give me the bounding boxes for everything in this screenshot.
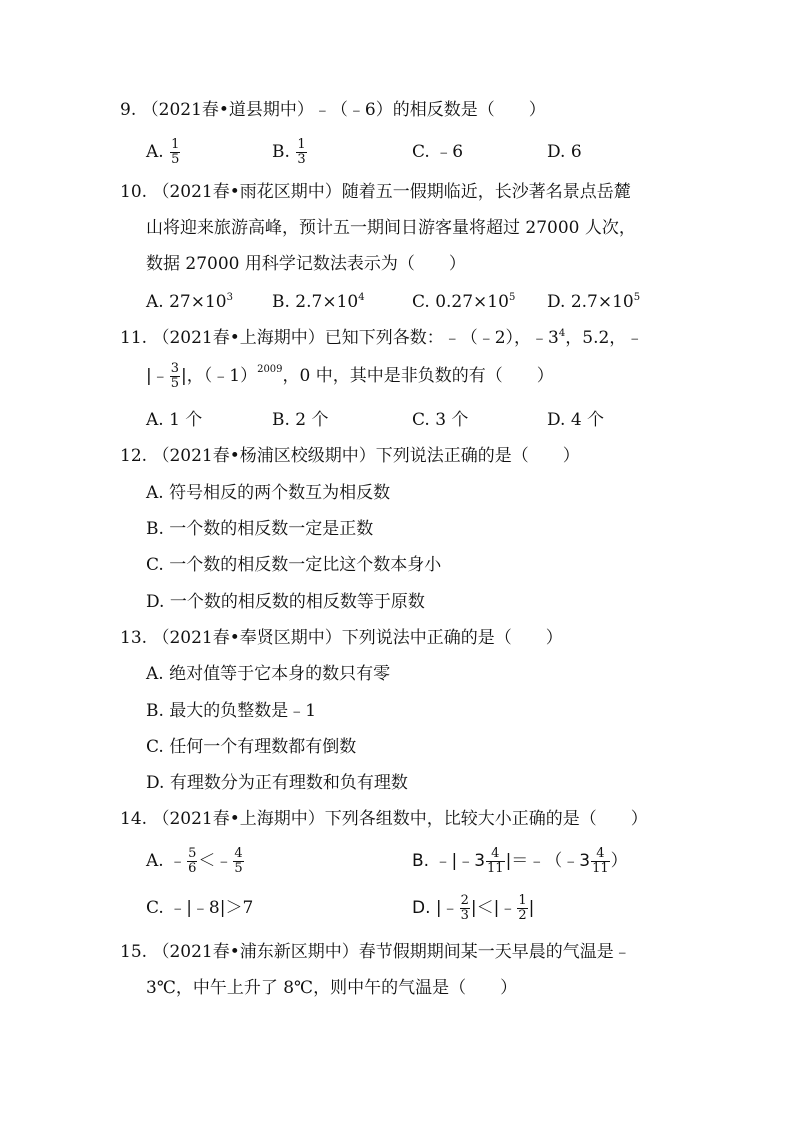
q14-option-b: B. ﹣|﹣3 $\frac{4}{11}$ |＝﹣（﹣3 $\frac{4}{11}$ ）	[412, 846, 628, 876]
q9-option-c: C. ﹣6	[412, 142, 464, 162]
fraction: $\frac{5}{6}$	[188, 846, 197, 876]
fraction: $\frac{4}{11}$	[487, 846, 504, 876]
question-10-line-3: 数据 27000 用科学记数法表示为（ ）	[146, 254, 466, 274]
q12-option-d: D. 一个数的相反数的相反数等于原数	[146, 592, 425, 612]
fraction: $\frac{4}{5}$	[234, 846, 243, 876]
q10-option-d: D. $2.7\times 10^5$	[547, 292, 641, 312]
fraction: $\frac{1}{2}$	[518, 893, 527, 923]
q14-option-c: C. ﹣|﹣8|＞7	[146, 898, 254, 918]
question-14-stem: 14. （2021春•上海期中）下列各组数中，比较大小正确的是（ ）	[120, 809, 648, 829]
q14-option-d: D. |﹣ $\frac{2}{3}$ |＜|﹣ $\frac{1}{2}$ |	[412, 893, 535, 923]
q11-option-c: C. 3 个	[412, 410, 469, 430]
q10-option-c: C. $0.27\times 10^5$	[412, 292, 516, 312]
q13-option-b: B. 最大的负整数是﹣1	[146, 701, 317, 721]
q14-option-a: A. ﹣ $\frac{5}{6}$ ＜﹣ $\frac{4}{5}$	[146, 846, 243, 876]
q13-option-c: C. 任何一个有理数都有倒数	[146, 737, 357, 757]
q11-option-d: D. 4 个	[547, 410, 605, 430]
q12-option-c: C. 一个数的相反数一定比这个数本身小	[146, 555, 442, 575]
q10-option-b: B. $2.7\times 10^4$	[272, 292, 365, 312]
question-10-line-1: 10. （2021春•雨花区期中）随着五一假期临近，长沙著名景点岳麓	[120, 182, 631, 202]
question-11-line-1: 11. （2021春•上海期中）已知下列各数：﹣（﹣2），$﹣3^4$，5.2，﹣	[120, 328, 644, 348]
q13-option-d: D. 有理数分为正有理数和负有理数	[146, 773, 408, 793]
q10-option-a: A. $27\times 10^3$	[146, 292, 233, 312]
q9-option-d: D. 6	[547, 142, 582, 162]
q9-option-a: A. $\frac{1}{5}$	[146, 137, 180, 167]
fraction: $\frac{2}{3}$	[460, 893, 469, 923]
q12-option-a: A. 符号相反的两个数互为相反数	[146, 483, 391, 503]
fraction: $\frac{3}{5}$	[170, 361, 180, 391]
question-15-line-1: 15. （2021春•浦东新区期中）春节假期期间某一天早晨的气温是﹣	[120, 942, 631, 962]
q11-option-a: A. 1 个	[146, 410, 203, 430]
q13-option-a: A. 绝对值等于它本身的数只有零	[146, 664, 391, 684]
question-11-line-2: |﹣ $\frac{3}{5}$ |，（﹣1）$^{2009}$，0 中，其中是非负数的有（ ）	[146, 361, 554, 391]
question-9-stem: 9. （2021春•道县期中）﹣（﹣6）的相反数是（ ）	[120, 100, 546, 120]
question-13-stem: 13. （2021春•奉贤区期中）下列说法中正确的是（ ）	[120, 628, 563, 648]
q11-option-b: B. 2 个	[272, 410, 329, 430]
fraction: $\frac{4}{11}$	[592, 846, 609, 876]
fraction: $\frac{1}{5}$	[171, 137, 180, 167]
q12-option-b: B. 一个数的相反数一定是正数	[146, 519, 374, 539]
question-15-line-2: 3℃，中午上升了 8℃，则中午的气温是（ ）	[146, 978, 518, 998]
fraction: $\frac{1}{3}$	[297, 137, 306, 167]
question-10-line-2: 山将迎来旅游高峰，预计五一期间日游客量将超过 27000 人次，	[146, 218, 636, 238]
question-12-stem: 12. （2021春•杨浦区校级期中）下列说法正确的是（ ）	[120, 446, 580, 466]
q9-option-b: B. $\frac{1}{3}$	[272, 137, 306, 167]
